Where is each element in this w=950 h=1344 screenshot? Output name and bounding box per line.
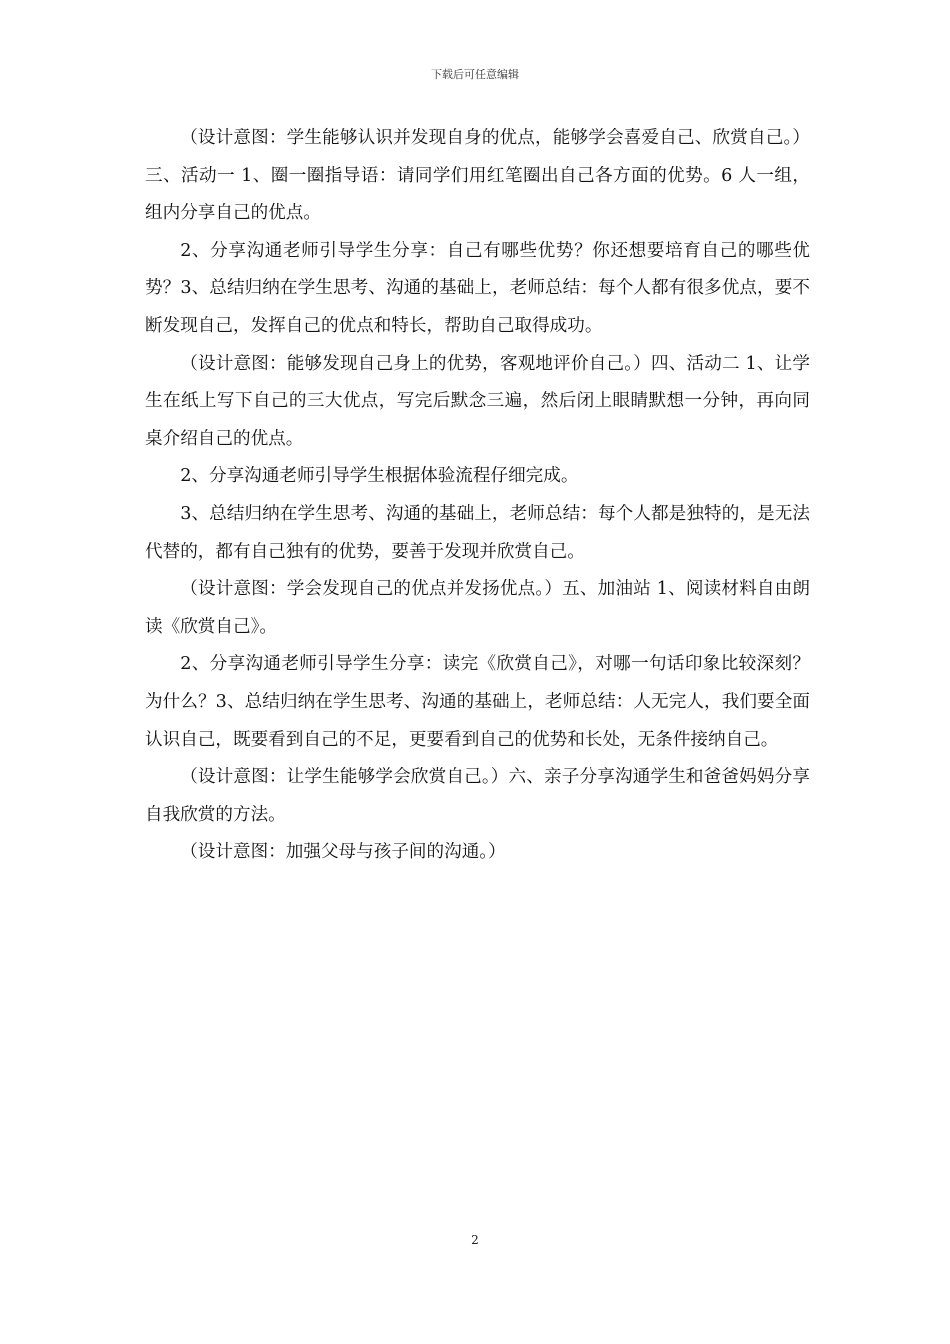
paragraph: 2、分享沟通老师引导学生分享：读完《欣赏自己》，对哪一句话印象比较深刻？为什么？3、总结归纳在学生思考、沟通的基础上，老师总结：人无完人，我们要全面认识自己，既要看到自己的不足，更要看到自己的优势和长处，无条件接纳自己。 (145, 654, 810, 750)
paragraph: 2、分享沟通老师引导学生根据体验流程仔细完成。 (180, 466, 579, 487)
paragraph: （设计意图：学生能够认识并发现自身的优点，能够学会喜爱自己、欣赏自己。）三、活动一 1、圈一圈指导语：请同学们用红笔圈出自己各方面的优势。6 人一组，组内分享自己的优点。 (145, 128, 810, 224)
page-header: 下载后可任意编辑 (431, 68, 519, 81)
paragraph: 2、分享沟通老师引导学生分享：自己有哪些优势？你还想要培育自己的哪些优势？3、总结归纳在学生思考、沟通的基础上，老师总结：每个人都有很多优点，要不断发现自己，发挥自己的优点和特长，帮助自己取得成功。 (145, 240, 810, 336)
document-body (145, 120, 810, 872)
page-number: 2 (471, 1233, 479, 1247)
paragraph: （设计意图：让学生能够学会欣赏自己。）六、亲子分享沟通学生和爸爸妈妈分享自我欣赏的方法。 (145, 767, 810, 825)
paragraph: （设计意图：加强父母与孩子间的沟通。） (180, 842, 506, 863)
paragraph: （设计意图：学会发现自己的优点并发扬优点。）五、加油站 1、阅读材料自由朗读《欣赏自己》。 (145, 579, 810, 637)
paragraph: （设计意图：能够发现自己身上的优势，客观地评价自己。）四、活动二 1、让学生在纸上写下自己的三大优点，写完后默念三遍，然后闭上眼睛默想一分钟，再向同桌介绍自己的优点。 (145, 353, 810, 449)
paragraph: 3、总结归纳在学生思考、沟通的基础上，老师总结：每个人都是独特的，是无法代替的，都有自己独有的优势，要善于发现并欣赏自己。 (145, 503, 810, 562)
